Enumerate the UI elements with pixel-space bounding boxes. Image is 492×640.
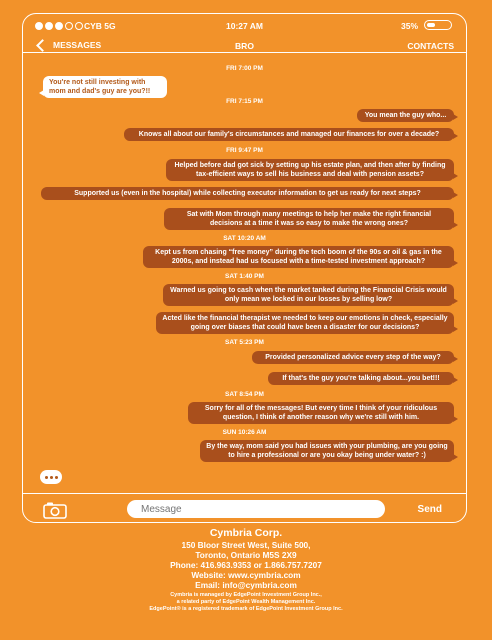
outgoing-message: Acted like the financial therapist we needed to keep our emotions in check, especially going over biases that could have been a disaster for our decisions? <box>156 312 454 334</box>
contacts-button[interactable]: CONTACTS <box>407 41 454 51</box>
outgoing-message: Kept us from chasing “free money” during the tech boom of the 90s or oil & gas in the 2000s, and instead had us focused with a time-tested investment approach? <box>143 246 454 268</box>
company-name: Cymbria Corp. <box>209 527 283 539</box>
timestamp: SUN 10:26 AM <box>222 429 267 436</box>
send-button[interactable]: Send <box>417 504 442 515</box>
back-label: MESSAGES <box>53 40 102 50</box>
outgoing-message: Sorry for all of the messages! But every time I think of your ridiculous question, I think of another reason why we're still with him. <box>188 402 454 424</box>
outgoing-message: If that's the guy you're talking about...you bet!!! <box>268 372 454 385</box>
camera-icon[interactable] <box>43 501 67 519</box>
message-input[interactable] <box>127 500 385 518</box>
battery-icon <box>424 20 452 30</box>
clock: 10:27 AM <box>225 21 263 31</box>
timestamp: FRI 9:47 PM <box>226 147 263 154</box>
company-footer <box>0 527 492 613</box>
carrier-label: CYB 5G <box>84 21 116 31</box>
website-line: Website: www.cymbria.com <box>191 570 301 580</box>
timestamp: SAT 10:20 AM <box>223 235 266 242</box>
disclaimer-line: Cymbria is managed by EdgePoint Investment Group Inc., <box>170 592 322 598</box>
incoming-message: You're not still investing with mom and dad's guy are you?!! <box>43 76 167 98</box>
conversation-title: BRO <box>235 41 254 51</box>
header-divider <box>23 52 466 53</box>
battery-percent: 35% <box>400 21 418 31</box>
phone-line: Phone: 416.963.9353 or 1.866.757.7207 <box>170 560 322 570</box>
outgoing-message: Helped before dad got sick by setting up his estate plan, and then after by finding tax-efficient ways to sell his business and deal with pension assets? <box>166 159 454 181</box>
outgoing-message: You mean the guy who... <box>357 109 454 122</box>
address-line: 150 Bloor Street West, Suite 500, <box>181 540 311 550</box>
typing-indicator-icon <box>40 470 62 484</box>
outgoing-message: Sat with Mom through many meetings to help her make the right financial decisions at a time it was so easy to make the wrong ones? <box>164 208 454 230</box>
outgoing-message: Knows all about our family's circumstances and managed our finances for over a decade? <box>124 128 454 141</box>
timestamp: FRI 7:00 PM <box>226 65 263 72</box>
outgoing-message: Supported us (even in the hospital) while collecting executor information to get us ready for next steps? <box>41 187 454 200</box>
battery-fill <box>427 23 435 27</box>
phone-frame <box>22 13 467 523</box>
outgoing-message: By the way, mom said you had issues with your plumbing, are you going to hire a professional or are you okay being under water? :) <box>200 440 454 462</box>
status-bar <box>35 20 454 34</box>
timestamp: SAT 5:23 PM <box>225 339 264 346</box>
address-line: Toronto, Ontario M5S 2X9 <box>195 550 297 560</box>
disclaimer-line: EdgePoint® is a registered trademark of EdgePoint Investment Group Inc. <box>149 606 343 612</box>
outgoing-message: Provided personalized advice every step of the way? <box>252 351 454 364</box>
disclaimer <box>0 592 492 613</box>
timestamp: FRI 7:15 PM <box>226 98 263 105</box>
timestamp: SAT 8:54 PM <box>225 391 264 398</box>
disclaimer-line: a related party of EdgePoint Wealth Management Inc. <box>176 599 316 605</box>
timestamp: SAT 1:40 PM <box>225 273 264 280</box>
email-line: Email: info@cymbria.com <box>195 580 297 590</box>
compose-divider <box>23 493 466 494</box>
outgoing-message: Warned us going to cash when the market tanked during the Financial Crisis would only mean we locked in our losses by selling low? <box>163 284 454 306</box>
